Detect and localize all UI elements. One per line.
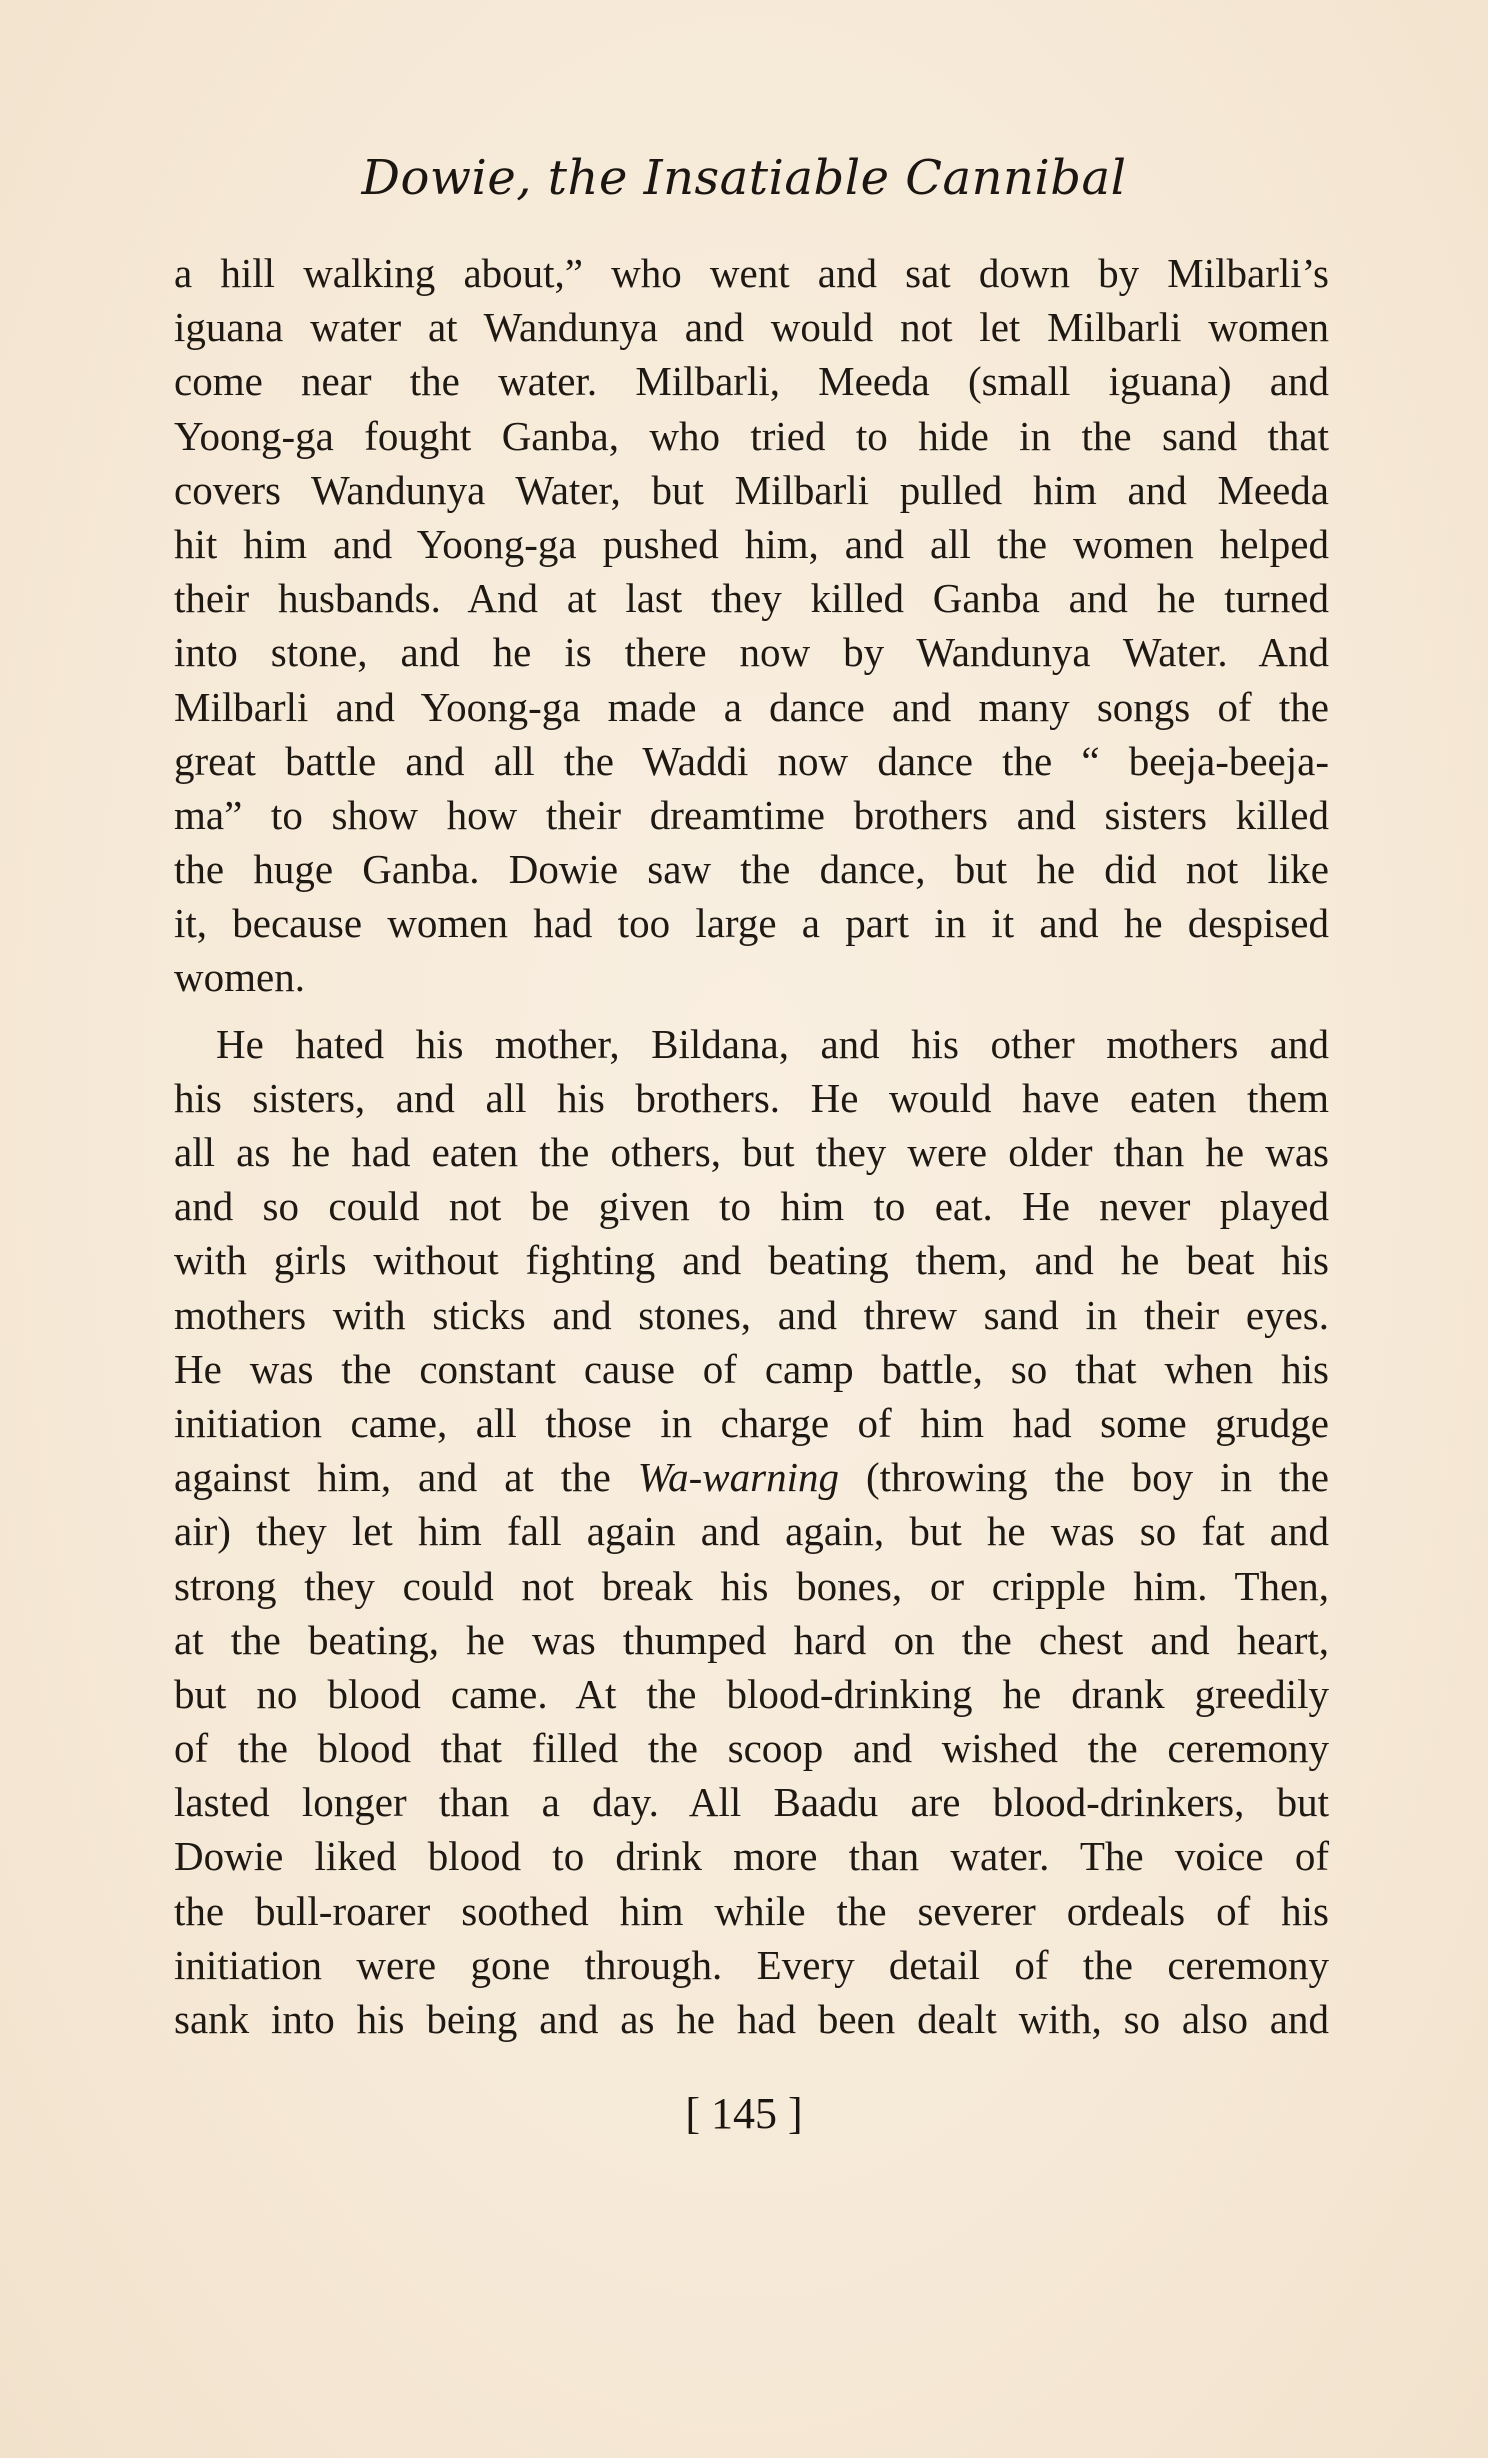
text-line: initiation came, all those in charge of him had some grudge <box>174 1399 1329 1446</box>
text-line: women. <box>174 954 305 1001</box>
text-line: come near the water. Milbarli, Meeda (small iguana) and <box>174 358 1329 405</box>
running-title: Dowie, the Insatiable Cannibal <box>361 150 1127 206</box>
text-line: initiation were gone through. Every detail of the ceremony <box>174 1941 1329 1988</box>
text-line: iguana water at Wandunya and would not let Milbarli women <box>174 304 1329 351</box>
text-line: his sisters, and all his brothers. He would have eaten them <box>174 1074 1329 1121</box>
text-line: the huge Ganba. Dowie saw the dance, but he did not like <box>174 846 1329 893</box>
text-line: He was the constant cause of camp battle, so that when his <box>174 1345 1329 1392</box>
text-line: sank into his being and as he had been dealt with, so also and <box>174 1996 1329 2042</box>
page-number: [ 145 ] <box>685 2089 803 2138</box>
text-line: Milbarli and Yoong-ga made a dance and many songs of the <box>174 683 1329 730</box>
text-line: of the blood that filled the scoop and wished the ceremony <box>174 1725 1329 1772</box>
text-line: covers Wandunya Water, but Milbarli pulled him and Meeda <box>174 466 1329 513</box>
text-line: into stone, and he is there now by Wandunya Water. And <box>174 629 1329 676</box>
text-line: the bull-roarer soothed him while the severer ordeals of his <box>174 1887 1329 1934</box>
text-line: at the beating, he was thumped hard on the chest and heart, <box>174 1616 1329 1663</box>
text-line-with-italic <box>174 1450 1329 1504</box>
text-line: strong they could not break his bones, or cripple him. Then, <box>174 1562 1329 1609</box>
paragraph <box>174 1017 1329 2047</box>
text-line: it, because women had too large a part in it and he despised <box>174 900 1329 947</box>
italic-term: Wa-warning <box>637 1454 840 1501</box>
text-segment: against him, and at the <box>174 1454 638 1501</box>
text-line: and so could not be given to him to eat. He never played <box>174 1183 1329 1230</box>
text-line: mothers with sticks and stones, and threw sand in their eyes. <box>174 1291 1329 1338</box>
body-text <box>174 246 1329 2046</box>
text-line: their husbands. And at last they killed Ganba and he turned <box>174 575 1329 622</box>
text-segment: (throwing the boy in the <box>839 1454 1329 1501</box>
text-line: lasted longer than a day. All Baadu are blood-drinkers, but <box>174 1779 1329 1826</box>
text-line: but no blood came. At the blood-drinking he drank greedily <box>174 1670 1329 1717</box>
text-line: Yoong-ga fought Ganba, who tried to hide in the sand that <box>174 412 1329 459</box>
text-line: a hill walking about,” who went and sat down by Milbarli’s <box>174 250 1329 296</box>
text-line: He hated his mother, Bildana, and his other mothers and <box>216 1020 1329 1067</box>
text-line: hit him and Yoong-ga pushed him, and all the women helped <box>174 520 1329 567</box>
text-line: ma” to show how their dreamtime brothers and sisters killed <box>174 791 1329 838</box>
text-line: all as he had eaten the others, but they were older than he was <box>174 1129 1329 1175</box>
text-line: with girls without fighting and beating them, and he beat his <box>174 1237 1329 1284</box>
text-line: great battle and all the Waddi now dance the “ beeja-beeja- <box>174 737 1329 784</box>
text-line: Dowie liked blood to drink more than water. The voice of <box>174 1833 1329 1880</box>
paragraph <box>174 246 1329 1005</box>
text-line: air) they let him fall again and again, but he was so fat and <box>174 1508 1329 1555</box>
